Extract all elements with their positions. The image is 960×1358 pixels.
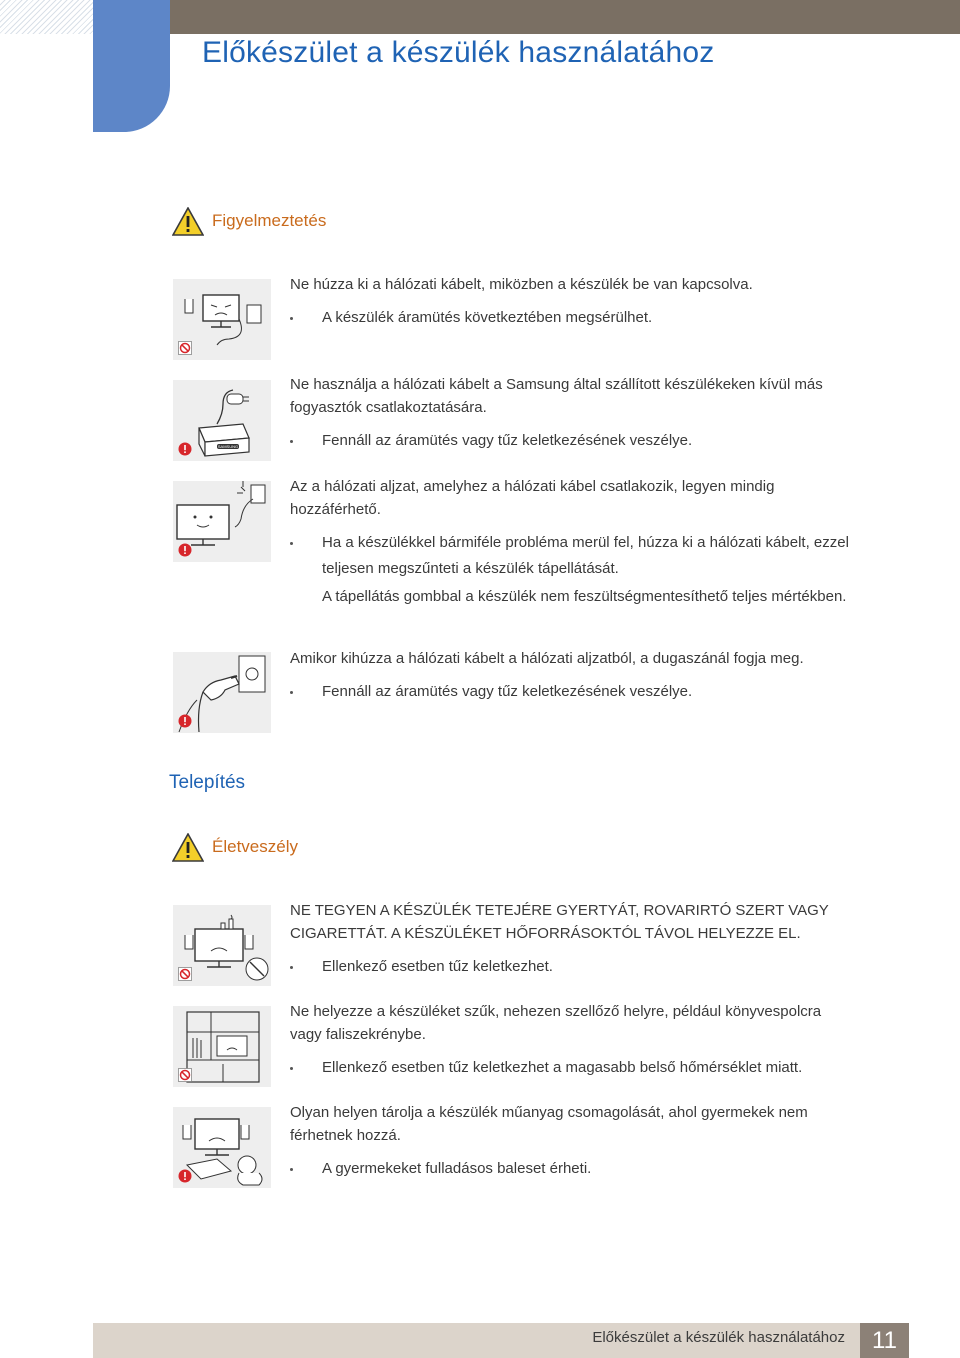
item-text: Ne húzza ki a hálózati kábelt, miközben a készülék be van kapcsolva. <box>290 276 753 293</box>
warning-label: Figyelmeztetés <box>212 211 327 230</box>
figure-unplug-while-on <box>173 279 271 360</box>
danger-callout <box>172 830 298 864</box>
install-item-3 <box>290 1101 850 1182</box>
warning-item-3 <box>290 475 850 610</box>
figure-samsung-cable <box>173 380 271 461</box>
danger-triangle-icon <box>172 833 204 862</box>
item-note: A tápellátás gombbal a készülék nem feszültségmentesíthető teljes mértékben. <box>322 588 847 605</box>
item-bullet: Ha a készülékkel bármiféle probléma merül fel, húzza ki a hálózati kábelt, ezzel teljesen megszűnteti a készülék tápellátását. <box>290 530 850 582</box>
danger-label: Életveszély <box>212 837 298 856</box>
exclamation-icon <box>178 543 192 557</box>
figure-packaging-children <box>173 1107 271 1188</box>
exclamation-icon <box>178 442 192 456</box>
install-item-1 <box>290 899 850 980</box>
item-text: NE TEGYEN A KÉSZÜLÉK TETEJÉRE GYERTYÁT, ROVARIRTÓ SZERT VAGY CIGARETTÁT. A KÉSZÜLÉKET HŐFORRÁSOKTÓL TÁVOL HELYEZZE EL. <box>290 902 829 942</box>
item-bullet: Ellenkező esetben tűz keletkezhet a magasabb belső hőmérséklet miatt. <box>290 1055 850 1081</box>
exclamation-icon <box>178 1169 192 1183</box>
item-bullet: A gyermekeket fulladásos baleset érheti. <box>290 1156 850 1182</box>
item-bullet: Fennáll az áramütés vagy tűz keletkezésének veszélye. <box>290 679 850 705</box>
footer-title: Előkészület a készülék használatához <box>592 1329 845 1346</box>
figure-pull-by-plug <box>173 652 271 733</box>
figure-no-shelf <box>173 1006 271 1087</box>
prohibition-icon <box>178 341 192 355</box>
install-item-2 <box>290 1000 850 1081</box>
page-title: Előkészület a készülék használatához <box>202 36 715 69</box>
chapter-tab <box>93 0 170 132</box>
item-text: Ne helyezze a készüléket szűk, nehezen szellőző helyre, például könyvespolcra vagy faliszekrénybe. <box>290 1003 822 1043</box>
item-text: Olyan helyen tárolja a készülék műanyag csomagolását, ahol gyermekek nem férhetnek hozzá. <box>290 1104 808 1144</box>
warning-item-1 <box>290 273 850 331</box>
item-text: Az a hálózati aljzat, amelyhez a hálózati kábel csatlakozik, legyen mindig hozzáférhető. <box>290 478 775 518</box>
item-bullet: Ellenkező esetben tűz keletkezhet. <box>290 954 850 980</box>
item-bullet: Fennáll az áramütés vagy tűz keletkezésének veszélye. <box>290 428 850 454</box>
warning-item-2 <box>290 373 850 454</box>
figure-no-candle <box>173 905 271 986</box>
page-number: 11 <box>860 1323 909 1358</box>
warning-callout <box>172 204 326 238</box>
header-hatch-pattern <box>0 0 93 34</box>
figure-accessible-socket <box>173 481 271 562</box>
warning-item-4 <box>290 647 850 705</box>
prohibition-icon <box>178 967 192 981</box>
section-heading: Telepítés <box>169 772 246 793</box>
samsung-box-label: SAMSUNG <box>217 444 239 449</box>
item-text: Ne használja a hálózati kábelt a Samsung által szállított készülékeken kívül más fogyasztók csatlakoztatására. <box>290 376 823 416</box>
prohibition-icon <box>178 1068 192 1082</box>
warning-triangle-icon <box>172 207 204 236</box>
item-text: Amikor kihúzza a hálózati kábelt a hálózati aljzatból, a dugaszánál fogja meg. <box>290 650 804 667</box>
header-bar <box>170 0 960 34</box>
item-bullet: A készülék áramütés következtében megsérülhet. <box>290 305 850 331</box>
exclamation-icon <box>178 714 192 728</box>
